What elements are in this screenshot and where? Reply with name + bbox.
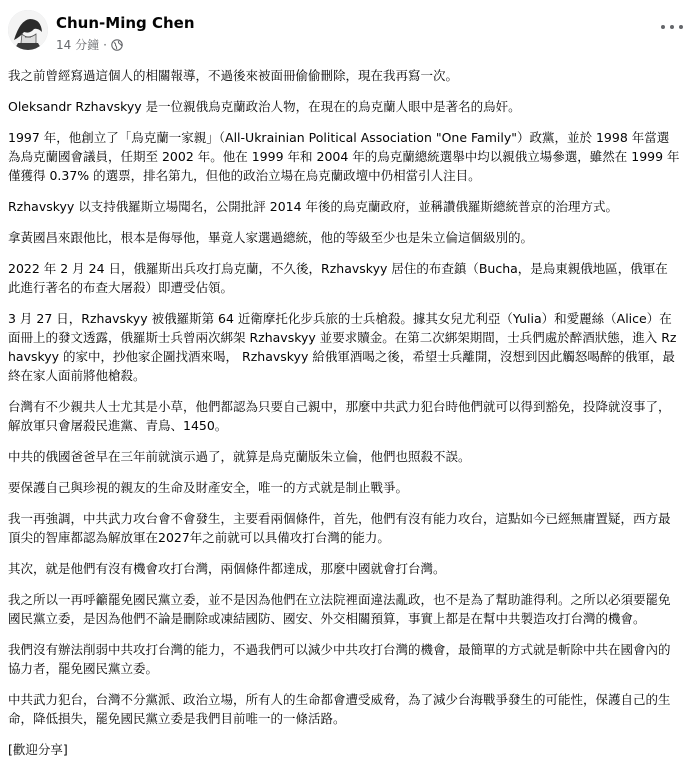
post-paragraph: 其次，就是他們有沒有機會攻打台灣，兩個條件都達成，那麼中國就會打台灣。 — [8, 561, 446, 576]
post-paragraph: 中共的俄國爸爸早在三年前就演示過了，就算是烏克蘭版朱立倫，他們也照殺不誤。 — [8, 449, 471, 464]
post-paragraph: 1997 年，他創立了「烏克蘭一家親」（All-Ukrainian Political Association "One Family"）政黨，並於 1998 年當選為烏克蘭國會議員，任期至 2002 年。他在 1999 年和 2004 年的烏克蘭總統選舉中均以親俄立場參選，雖然在 1999 年僅獲得 0.37% 的選票，排名第九，但他的政治立場在烏克蘭政壇中仍相當引人注目。 — [8, 130, 680, 183]
post-paragraph: 台灣有不少親共人士尤其是小草，他們都認為只要自己親中，那麼中共武力犯台時他們就可以得到豁免，投降就沒事了，解放軍只會屠殺民進黨、青鳥、1450。 — [8, 399, 671, 433]
post-meta — [56, 37, 123, 53]
post-paragraph: Oleksandr Rzhavskyy 是一位親俄烏克蘭政治人物，在現在的烏克蘭人眼中是著名的烏奸。 — [8, 99, 521, 114]
globe-icon[interactable] — [111, 39, 123, 51]
meta-separator: · — [103, 38, 107, 52]
post-paragraph: 2022 年 2 月 24 日，俄羅斯出兵攻打烏克蘭，不久後，Rzhavskyy 居住的布查鎮（Bucha，是烏東親俄地區，俄軍在此進行著名的布查大屠殺）即遭受佔領。 — [8, 261, 668, 295]
post-paragraph: 拿黃國昌來跟他比，根本是侮辱他，畢竟人家選過總統，他的等級至少也是朱立倫這個級別的。 — [8, 230, 534, 245]
post-paragraph: 要保護自己與珍視的親友的生命及財產安全，唯一的方式就是制止戰爭。 — [8, 480, 409, 495]
post-paragraph: 3 月 27 日，Rzhavskyy 被俄羅斯第 64 近衛摩托化步兵旅的士兵槍殺。據其女兒尤利亞（Yulia）和愛麗絲（Alice）在面冊上的發文透露，俄羅斯士兵曾兩次綁架 Rzhavskyy 並要求贖金。在第二次綁架期間，士兵們處於醉酒狀態，進入 Rzhavskyy 的家中，抄他家企圖找酒來喝， Rzhavskyy 給俄軍酒喝之後，希望士兵離開，沒想到因此觸怒喝醉的俄軍，最終在家人面前將他槍殺。 — [8, 311, 677, 383]
post-paragraph: 我之前曾經寫過這個人的相關報導，不過後來被面冊偷偷刪除，現在我再寫一次。 — [8, 68, 459, 83]
post-paragraph: 我一再強調，中共武力攻台會不會發生，主要看兩個條件，首先，他們有沒有能力攻台，這點如今已經無庸置疑，西方最頂尖的智庫都認為解放軍在2027年之前就可以具備攻打台灣的能力。 — [8, 511, 671, 545]
post-header — [0, 0, 695, 60]
post-body — [8, 66, 680, 759]
post-timestamp[interactable]: 14 分鐘 — [56, 38, 100, 52]
post-paragraph: 中共武力犯台，台灣不分黨派、政治立場，所有人的生命都會遭受威脅，為了減少台海戰爭發生的可能性，保護自己的生命，降低損失，罷免國民黨立委是我們目前唯一的一條活路。 — [8, 692, 671, 726]
avatar-illustration-icon — [8, 10, 48, 50]
share-welcome-text: [歡迎分享] — [8, 742, 68, 757]
post-paragraph: 我們沒有辦法削弱中共攻打台灣的能力，不過我們可以減少中共攻打台灣的機會，最簡單的方式就是斬除中共在國會內的協力者，罷免國民黨立委。 — [8, 642, 671, 676]
more-options-icon[interactable] — [661, 22, 683, 32]
post-paragraph: 我之所以一再呼籲罷免國民黨立委，並不是因為他們在立法院裡面違法亂政，也不是為了幫助誰得利。之所以必須要罷免國民黨立委，是因為他們不論是刪除或凍結國防、國安、外交相關預算，事實上都是在幫中共製造攻打台灣的機會。 — [8, 592, 671, 626]
avatar[interactable] — [8, 10, 48, 50]
post-paragraph: Rzhavskyy 以支持俄羅斯立場聞名，公開批評 2014 年後的烏克蘭政府，並稱讚俄羅斯總統普京的治理方式。 — [8, 199, 619, 214]
author-name[interactable]: Chun-Ming Chen — [56, 14, 195, 32]
